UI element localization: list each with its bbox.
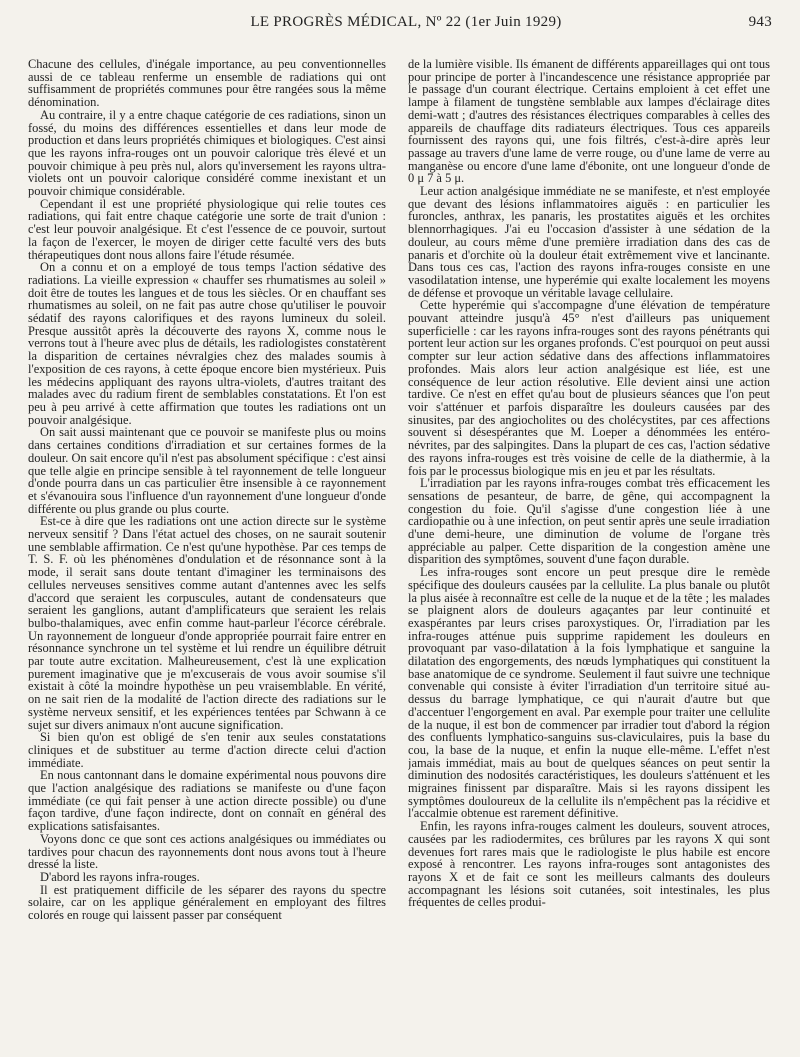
paragraph: de la lumière visible. Ils émanent de différents appareillages qui ont tous pour principe de porter à l'incandescence une résistance appropriée par le passage d'un courant électrique. Certains emploient à cet effet une lampe à filament de tungstène semblable aux lampes d'éclairage dites demi-watt ; d'autres des résistances électriques comparables à celles des appareils de chauffage dits radiateurs électriques. Tous ces appareils fournissent des rayons qui, une fois filtrés, c'est-à-dire après leur passage au travers d'une lame de verre rouge, ou d'une lame de verre au manganèse ou encore d'une lame d'ébonite, ont une longueur d'onde de 0 μ 7 à 5 μ. [408,58,770,186]
paragraph: Enfin, les rayons infra-rouges calment les douleurs, souvent atroces, causées par les radiodermites, ces brûlures par les rayons X qui sont devenues fort rares mais que le radiologiste le plus habile est encore exposé à rencontrer. Les rayons infra-rouges sont antagonistes des rayons X et de fait ce sont les meilleurs calmants des douleurs accompagnant les lésions soit cutanées, soit intestinales, les plus fréquentes de celles produi- [408,819,770,910]
page-number: 943 [748,14,772,30]
paragraph: Chacune des cellules, d'inégale importance, au peu conventionnelles aussi de ce tableau renferme un ensemble de radiations qui ont suffisamment de propriétés communes pour être rangées sous la même dénomination. [28,58,386,110]
paragraph: L'irradiation par les rayons infra-rouges combat très efficacement les sensations de pesanteur, de barre, de gêne, qui accompagnent la congestion du foie. Qu'il s'agisse d'une congestion liée à une cardiopathie ou à une infection, on peut sentir après une seule irradiation d'une demi-heure, une diminution de volume de l'organe très appréciable au palper. Cette disparition de la congestion amène une disparition des symptômes, souvent d'une façon durable. [408,476,770,567]
paragraph: Leur action analgésique immédiate ne se manifeste, et n'est employée que devant des lésions inflammatoires aiguës : en particulier les furoncles, anthrax, les panaris, les prostatites aiguës et les orchites blennorrhagiques. J'ai eu l'occasion d'assister à une sédation de la douleur, au cours même d'une première irradiation dans des cas de panaris et d'orchite où la douleur était extrêmement vive et lancinante. Dans tous ces cas, l'action des rayons infra-rouges consiste en une vasodilatation intense, une hyperémie qui exalte localement les moyens de défense et provoque un véritable lavage cellulaire. [408,184,770,300]
section-heading: D'abord les rayons infra-rouges. [40,870,200,884]
paragraph: On sait aussi maintenant que ce pouvoir se manifeste plus ou moins dans certaines conditions d'irradiation et sur certaines formes de la douleur. On sait encore qu'il n'est pas absolument spécifique : c'est ainsi que telle algie en principe sensible à tel rayonnement de telle longueur d'onde pourra dans un cas particulier être insensible à ce rayonnement et s'évanouira sous l'influence d'un rayonnement d'une longueur d'onde différente ou plus grande ou plus courte. [28,425,386,516]
paragraph: Voyons donc ce que sont ces actions analgésiques ou immédiates ou tardives pour chacun des rayonnements dont nous avons tout à l'heure dressé la liste. [28,831,386,872]
paragraph: En nous cantonnant dans le domaine expérimental nous pouvons dire que l'action analgésique des radiations se manifeste ou d'une façon immédiate (ce qui fait penser à une action directe possible) ou d'une façon tardive, d'une façon indirecte, dont on connaît en général des explications satisfaisantes. [28,768,386,834]
paragraph: Cependant il est une propriété physiologique qui relie toutes ces radiations, qui fait entre chaque catégorie une sorte de trait d'union : c'est leur pouvoir analgésique. Et c'est l'essence de ce pouvoir, surtout la façon de l'exercer, le moyen de diriger cette faculté vers des buts thérapeutiques dont nous allons faire l'étude résumée. [28,196,386,262]
paragraph: Au contraire, il y a entre chaque catégorie de ces radiations, sinon un fossé, du moins des différences essentielles et dans leur mode de production et dans leurs propriétés chimiques et biologiques. C'est ainsi que les rayons infra-rouges ont un pouvoir calorique très élevé et un pouvoir chimique à peu près nul, alors qu'inversement les rayons ultra-violets ont un pouvoir calorique considéré comme inexistant et un pouvoir chimique considérable. [28,107,386,199]
paragraph: Les infra-rouges sont encore un peut presque dire le remède spécifique des douleurs causées par la cellulite. La plus banale ou plutôt la plus aisée à reconnaître est celle de la nuque et de la tête ; les malades se plaignent alors de douleurs agaçantes par leur continuité et exaspérantes par leurs crises paroxystiques. Or, l'irradiation par les infra-rouges atténue puis supprime rapidement les douleurs en provoquant par vaso-dilatation à la fois lymphatique et sanguine la dilatation des engorgements, des nœuds lymphatiques qui constituent la base anatomique de ce syndrome. Seulement il faut suivre une technique convenable qui consiste à éviter l'irradiation d'un territoire situé au-dessus du barrage lymphatique, ce qui n'aurait d'autre but que d'accentuer l'engorgement en aval. Par exemple pour traiter une cellulite de la nuque, il est bon de commencer par irradier tout d'abord la région des confluents lymphatico-sanguins sus-claviculaires, puis la base du cou, la base de la nuque, et enfin la nuque elle-même. L'effet n'est jamais immédiat, mais au bout de quelques séances on peut sentir la diminution des nodosités caractéristiques, les douleurs s'atténuent et les migraines finissent par disparaître. Mais si les rayons dissipent les symptômes douloureux de la cellulite ils n'empêchent pas la récidive et l'accalmie obtenue est rarement définitive. [408,565,770,821]
left-column [28,58,386,1051]
running-header [40,14,772,36]
paragraph: Cette hyperémie qui s'accompagne d'une élévation de température pouvant atteindre jusqu'à 45° n'est d'ailleurs pas uniquement superficielle : car les rayons infra-rouges sont des rayons pénétrants qui portent leur action sur les organes profonds. C'est pourquoi on peut aussi compter sur leur action sédative dans des affections inflammatoires profondes. Mais alors leur action analgésique est liée, est une conséquence de leur action résolutive. Elle devient ainsi une action tardive. Ce n'est en effet qu'au bout de plusieurs séances que l'on peut voir s'atténuer et parfois disparaître les douleurs causées par des sinusites, par des angiocholites ou des cholécystites, par ces affections souvent si désespérantes que M. Loeper a dénommées les entéro-névrites, par des salpingites. Dans la plupart de ces cas, l'action sédative des rayons infra-rouges est très voisine de celle de la diathermie, à la fois par le processus biologique mis en jeu et par les résultats. [408,298,770,478]
paragraph: Il est pratiquement difficile de les séparer des rayons du spectre solaire, car on les applique généralement en employant des filtres colorés en rouge qui laissent passer par conséquent [28,882,386,923]
paragraph: Est-ce à dire que les radiations ont une action directe sur le système nerveux sensitif ? Dans l'état actuel des choses, on ne saurait soutenir une semblable affirmation. Ce n'est qu'une hypothèse. Par ces temps de T. S. F. où les phénomènes d'ondulation et de résonnance sont à la mode, il serait sans doute tentant d'imaginer les terminaisons des cellules nerveuses sensitives comme autant d'antennes avec les selfs d'accord que seraient les corpuscules, autant de condensateurs que seraient les ganglions, autant d'amplificateurs que seraient les relais bulbo-thalamiques, avec enfin comme haut-parleur l'écorce cérébrale. Un rayonnement de longueur d'onde appropriée pourrait faire entrer en résonnance synchrone un tel système et lui rendre un équilibre détruit par toute autre excitation. Malheureusement, c'est là une explication purement imaginative que je m'excuserais de vous avoir soumise s'il existait à côté la moindre hypothèse un peu vraisemblable. En vérité, on ne sait rien de la modalité de l'action directe des radiations sur le système nerveux sensitif, et les expériences tentées par Schwann à ce sujet sur divers animaux n'ont aucune signification. [28,514,386,732]
journal-title: LE PROGRÈS MÉDICAL, Nº 22 (1er Juin 1929) [250,14,562,30]
paragraph: On a connu et on a employé de tous temps l'action sédative des radiations. La vieille expression « chauffer ses rhumatismes au soleil » doit être de toutes les langues et de tous les siècles. Or en chauffant ses rhumatismes au soleil, on ne fait pas autre chose qu'utiliser le pouvoir sédatif des rayons calorifiques et des rayons lumineux du soleil. Presque aussitôt après la découverte des rayons X, comme nous le verrons tout à l'heure avec plus de détails, les radiologistes constatèrent la disparition de certaines névralgies chez des malades soumis à l'exposition de ces rayons, à cette époque encore bien mystérieux. Puis les médecins appliquant des rayons ultra-violets, d'autres traitant des malades avec du radium firent de semblables constatations. Et l'on est peu à peu arrivé à cette affirmation que toutes les radiations ont un pouvoir analgésique. [28,260,386,427]
right-column [408,58,770,1051]
paragraph: Si bien qu'on est obligé de s'en tenir aux seules constatations cliniques et de substituer au terme d'action directe celui d'action immédiate. [28,730,386,770]
